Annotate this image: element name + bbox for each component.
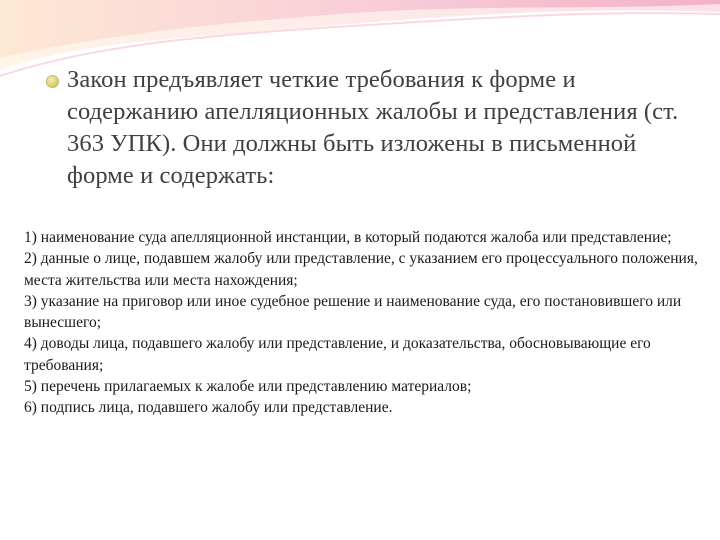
list-item: 6) подпись лица, подавшего жалобу или представление. bbox=[24, 399, 393, 417]
list-item: 1) наименование суда апелляционной инстанции, в который подаются жалоба или представление; bbox=[24, 229, 672, 246]
list-item: 5) перечень прилагаемых к жалобе или представлению материалов; bbox=[24, 378, 472, 396]
bullet-text: Закон предъявляет четкие требования к форме и содержанию апелляционных жалобы и представления (ст. 363 УПК). Они должны быть изложены в письменной форме и содержать: bbox=[67, 66, 679, 189]
bullet-dot-icon bbox=[46, 75, 59, 88]
requirements-list bbox=[24, 227, 720, 419]
main-bullet bbox=[46, 64, 686, 192]
list-item: 3) указание на приговор или иное судебное решение и наименование суда, его постановившего или вынесшего; bbox=[24, 292, 682, 332]
list-item: 2) данные о лице, подавшем жалобу или представление, с указанием его процессуального положения, места жительства или места нахождения; bbox=[24, 250, 698, 289]
list-item: 4) доводы лица, подавшего жалобу или представление, и доказательства, обосновывающие его требования; bbox=[24, 335, 651, 374]
